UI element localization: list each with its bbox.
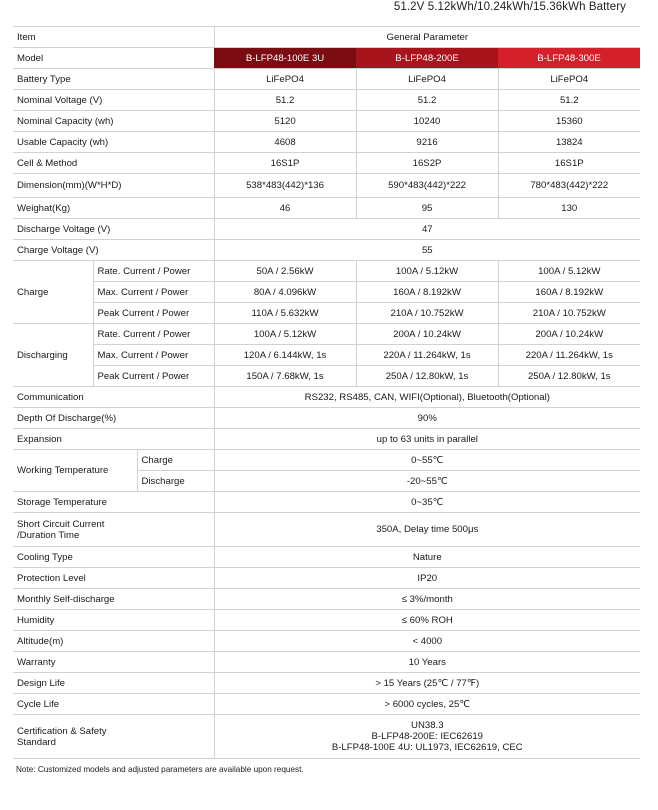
table-row xyxy=(13,303,640,324)
short-circuit-label-line1: Short Circuit Current xyxy=(17,518,105,530)
table-row xyxy=(13,69,640,90)
row-label: Nominal Voltage (V) xyxy=(13,90,214,111)
cell-value: Nature xyxy=(214,547,640,568)
row-label: Warranty xyxy=(13,652,214,673)
cell-value: LiFePO4 xyxy=(498,69,640,90)
table-row xyxy=(13,90,640,111)
row-label: Dimension(mm)(W*H*D) xyxy=(13,174,214,198)
cell-value: 51.2 xyxy=(498,90,640,111)
cell-value: 51.2 xyxy=(356,90,498,111)
cell-value: 5120 xyxy=(214,111,356,132)
table-row xyxy=(13,387,640,408)
cell-value: 10 Years xyxy=(214,652,640,673)
row-label: Peak Current / Power xyxy=(93,366,214,387)
cell-value: 0~35℃ xyxy=(214,492,640,513)
table-row xyxy=(13,153,640,174)
table-row xyxy=(13,568,640,589)
table-row xyxy=(13,652,640,673)
row-label: Discharge Voltage (V) xyxy=(13,219,214,240)
certification-line: B-LFP48-200E: IEC62619 xyxy=(371,731,484,742)
cell-value: 4608 xyxy=(214,132,356,153)
model-name-3: B-LFP48-300E xyxy=(498,48,640,69)
cell-value: > 15 Years (25℃ / 77℉) xyxy=(214,673,640,694)
cell-value: 130 xyxy=(498,198,640,219)
row-label: Peak Current / Power xyxy=(93,303,214,324)
table-row xyxy=(13,547,640,568)
cell-value: 0~55℃ xyxy=(214,450,640,471)
cell-value: 350A, Delay time 500μs xyxy=(214,513,640,547)
item-header: Item xyxy=(13,27,214,48)
cell-value: 120A / 6.144kW, 1s xyxy=(214,345,356,366)
cell-value: 250A / 12.80kW, 1s xyxy=(356,366,498,387)
table-row xyxy=(13,673,640,694)
cell-value: 47 xyxy=(214,219,640,240)
cell-value: 160A / 8.192kW xyxy=(356,282,498,303)
model-name-1: B-LFP48-100E 3U xyxy=(214,48,356,69)
certification-line: B-LFP48-100E 4U: UL1973, IEC62619, CEC xyxy=(331,742,523,753)
cell-value: 780*483(442)*222 xyxy=(498,174,640,198)
cell-value: 16S1P xyxy=(214,153,356,174)
cell-value: 80A / 4.096kW xyxy=(214,282,356,303)
row-label: Depth Of Discharge(%) xyxy=(13,408,214,429)
certification-label-line2: Standard xyxy=(17,736,56,748)
row-label: Rate. Current / Power xyxy=(93,324,214,345)
row-label: Max. Current / Power xyxy=(93,282,214,303)
row-label: Weighat(Kg) xyxy=(13,198,214,219)
spec-table xyxy=(13,26,640,759)
row-label: Battery Type xyxy=(13,69,214,90)
row-label xyxy=(13,513,214,547)
row-label xyxy=(13,715,214,759)
cell-value: > 6000 cycles, 25℃ xyxy=(214,694,640,715)
certification-line: UN38.3 xyxy=(411,720,444,731)
row-label: Expansion xyxy=(13,429,214,450)
row-label: Nominal Capacity (wh) xyxy=(13,111,214,132)
cell-value: 15360 xyxy=(498,111,640,132)
cell-value: up to 63 units in parallel xyxy=(214,429,640,450)
short-circuit-label-line2: /Duration Time xyxy=(17,529,80,541)
row-label: Design Life xyxy=(13,673,214,694)
row-label: Cell & Method xyxy=(13,153,214,174)
cell-value: IP20 xyxy=(214,568,640,589)
sub-label: Charge xyxy=(137,450,214,471)
cell-value: LiFePO4 xyxy=(214,69,356,90)
table-header-row xyxy=(13,27,640,48)
table-row xyxy=(13,513,640,547)
cell-value: 55 xyxy=(214,240,640,261)
row-label: Protection Level xyxy=(13,568,214,589)
cell-value: 51.2 xyxy=(214,90,356,111)
table-row xyxy=(13,715,640,759)
cell-value: 10240 xyxy=(356,111,498,132)
cell-value: 100A / 5.12kW xyxy=(498,261,640,282)
cell-value: 220A / 11.264kW, 1s xyxy=(498,345,640,366)
table-row xyxy=(13,198,640,219)
charge-group-label: Charge xyxy=(13,261,93,324)
table-row xyxy=(13,111,640,132)
cell-value: 220A / 11.264kW, 1s xyxy=(356,345,498,366)
row-label: Altitude(m) xyxy=(13,631,214,652)
table-row xyxy=(13,345,640,366)
cell-value: LiFePO4 xyxy=(356,69,498,90)
cell-value: 150A / 7.68kW, 1s xyxy=(214,366,356,387)
cell-value: 90% xyxy=(214,408,640,429)
cell-value: 200A / 10.24kW xyxy=(356,324,498,345)
row-label: Cooling Type xyxy=(13,547,214,568)
cell-value: 210A / 10.752kW xyxy=(498,303,640,324)
table-row xyxy=(13,219,640,240)
cell-value: 110A / 5.632kW xyxy=(214,303,356,324)
table-row xyxy=(13,492,640,513)
discharging-group-label: Discharging xyxy=(13,324,93,387)
cell-value: 95 xyxy=(356,198,498,219)
table-row xyxy=(13,450,640,471)
cell-value: < 4000 xyxy=(214,631,640,652)
table-row xyxy=(13,366,640,387)
cell-value: 200A / 10.24kW xyxy=(498,324,640,345)
row-label: Working Temperature xyxy=(13,450,137,492)
table-row xyxy=(13,324,640,345)
row-label: Humidity xyxy=(13,610,214,631)
cell-value: -20~55℃ xyxy=(214,471,640,492)
footnote: Note: Customized models and adjusted parameters are available upon request. xyxy=(16,765,304,774)
cell-value: 250A / 12.80kW, 1s xyxy=(498,366,640,387)
cell-value: RS232, RS485, CAN, WIFI(Optional), Bluetooth(Optional) xyxy=(214,387,640,408)
table-row xyxy=(13,282,640,303)
certification-label-line1: Certification & Safety xyxy=(17,725,107,737)
row-label: Storage Temperature xyxy=(13,492,214,513)
cell-value: 590*483(442)*222 xyxy=(356,174,498,198)
cell-value: 160A / 8.192kW xyxy=(498,282,640,303)
cell-value: 210A / 10.752kW xyxy=(356,303,498,324)
table-row xyxy=(13,132,640,153)
cell-value: 100A / 5.12kW xyxy=(214,324,356,345)
row-label: Monthly Self-discharge xyxy=(13,589,214,610)
model-label: Model xyxy=(13,48,214,69)
cell-value: 50A / 2.56kW xyxy=(214,261,356,282)
cell-value: ≤ 60% ROH xyxy=(214,610,640,631)
table-row xyxy=(13,631,640,652)
table-row xyxy=(13,610,640,631)
cell-value: 538*483(442)*136 xyxy=(214,174,356,198)
cell-value: 9216 xyxy=(356,132,498,153)
row-label: Charge Voltage (V) xyxy=(13,240,214,261)
row-label: Max. Current / Power xyxy=(93,345,214,366)
cell-value xyxy=(214,715,640,759)
table-row xyxy=(13,408,640,429)
table-row xyxy=(13,429,640,450)
cell-value: ≤ 3%/month xyxy=(214,589,640,610)
row-label: Rate. Current / Power xyxy=(93,261,214,282)
table-row xyxy=(13,694,640,715)
table-row xyxy=(13,589,640,610)
sub-label: Discharge xyxy=(137,471,214,492)
cell-value: 16S2P xyxy=(356,153,498,174)
table-row xyxy=(13,261,640,282)
cell-value: 16S1P xyxy=(498,153,640,174)
model-row xyxy=(13,48,640,69)
model-name-2: B-LFP48-200E xyxy=(356,48,498,69)
cell-value: 100A / 5.12kW xyxy=(356,261,498,282)
row-label: Communication xyxy=(13,387,214,408)
general-parameter-header: General Parameter xyxy=(214,27,640,48)
row-label: Usable Capacity (wh) xyxy=(13,132,214,153)
table-row xyxy=(13,174,640,198)
cell-value: 13824 xyxy=(498,132,640,153)
row-label: Cycle Life xyxy=(13,694,214,715)
table-row xyxy=(13,240,640,261)
cell-value: 46 xyxy=(214,198,356,219)
page-title: 51.2V 5.12kWh/10.24kWh/15.36kWh Battery xyxy=(393,1,626,13)
